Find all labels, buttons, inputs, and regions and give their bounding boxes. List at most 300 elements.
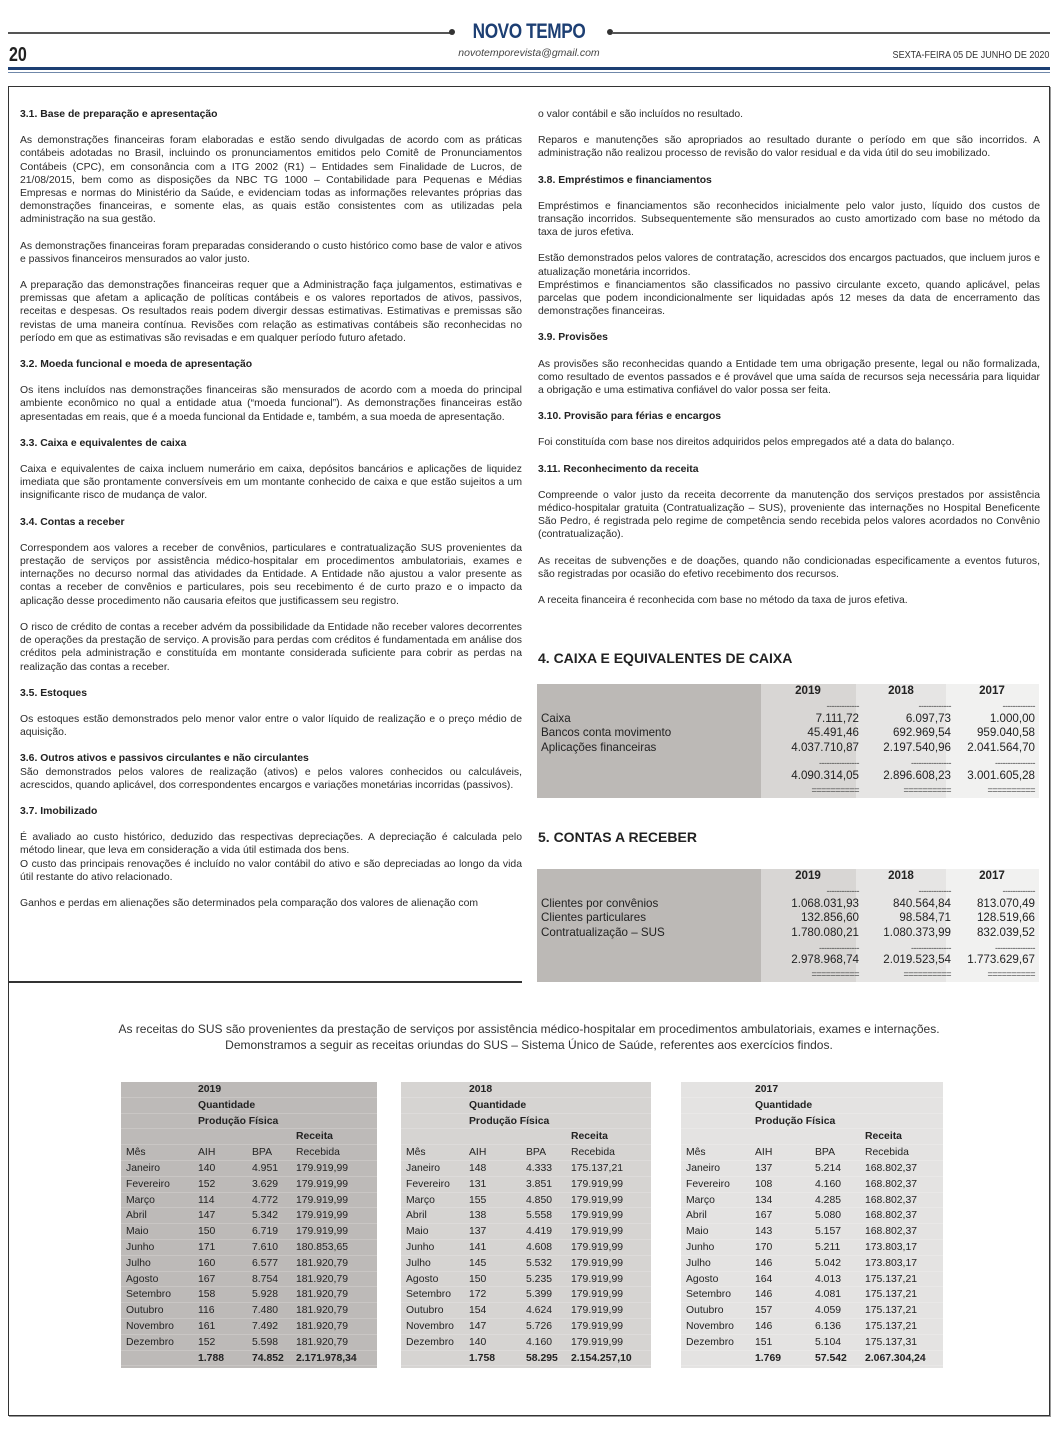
cell-value: 152	[198, 1178, 216, 1190]
total-value: 3.001.605,28	[967, 769, 1035, 782]
cell-value: 175.137,31	[865, 1336, 918, 1348]
total-row	[681, 1351, 943, 1367]
total-value: 2.896.608,23	[883, 769, 951, 782]
cell-value: 4.608	[526, 1242, 553, 1253]
cell-value: 179.919,99	[571, 1226, 624, 1238]
month-name: Dezembro	[126, 1336, 174, 1348]
cell-value: 179.919,99	[571, 1242, 624, 1253]
cell-value: 137	[469, 1226, 487, 1238]
table-row	[121, 1303, 377, 1319]
paragraph: Caixa e equivalentes de caixa incluem numerário em caixa, depósitos bancários e aplicações de liquidez imediata que são prontamente conversíveis em um montante conhecido de caixa e que estão sujeitos a um insignificante risco de mudança de valor.	[20, 464, 522, 502]
month-name: Junho	[406, 1242, 435, 1253]
header-producao-row	[681, 1114, 943, 1130]
column-header-row	[121, 1145, 377, 1161]
mes-header: Mês	[126, 1147, 146, 1159]
cell-value: 151	[755, 1336, 773, 1348]
total-value: 1.788	[198, 1352, 225, 1364]
cell-value: 4.850	[526, 1194, 553, 1206]
recebida-header: Recebida	[296, 1147, 340, 1159]
cell-value: 5.042	[815, 1257, 842, 1269]
month-name: Agosto	[406, 1273, 439, 1285]
table-row	[401, 1193, 651, 1209]
table-row	[401, 1287, 651, 1303]
table-row	[121, 1287, 377, 1303]
cell-value: 179.919,99	[296, 1163, 349, 1174]
cell-value: 4.624	[526, 1305, 553, 1317]
table-row	[401, 1335, 651, 1351]
dash-separator: -------------	[918, 701, 951, 711]
aih-header: AIH	[755, 1147, 773, 1159]
cell-value: 179.919,99	[571, 1273, 624, 1285]
equals-row	[537, 967, 1039, 981]
month-name: Abril	[406, 1210, 427, 1222]
cell-value: 175.137,21	[865, 1289, 918, 1301]
cell-value: 5.235	[526, 1273, 553, 1285]
cell-value: 7.492	[252, 1321, 279, 1332]
cell-value: 5.399	[526, 1289, 553, 1301]
month-name: Junho	[686, 1242, 715, 1253]
cell-value: 5.726	[526, 1321, 553, 1332]
cell-value: 181.920,79	[296, 1289, 349, 1301]
cell-value: 181.920,79	[296, 1273, 349, 1285]
cell-value: 832.039,52	[976, 925, 1035, 939]
section-heading: 3.3. Caixa e equivalentes de caixa	[20, 437, 187, 449]
cell-value: 175.137,21	[865, 1273, 918, 1285]
cell-value: 181.920,79	[296, 1305, 349, 1317]
table-row	[537, 926, 1039, 940]
cell-value: 4.772	[252, 1194, 279, 1206]
header-producao-row	[401, 1114, 651, 1130]
table-row	[681, 1161, 943, 1177]
month-name: Maio	[686, 1226, 709, 1238]
cell-value: 146	[755, 1289, 773, 1301]
row-label: Contratualização – SUS	[541, 925, 665, 939]
cell-value: 5.558	[526, 1210, 553, 1222]
total-row	[401, 1351, 651, 1367]
cell-value: 3.851	[526, 1178, 553, 1190]
month-name: Agosto	[686, 1273, 719, 1285]
cell-value: 181.920,79	[296, 1257, 349, 1269]
paragraph: São demonstrados pelos valores de realização (ativos) e pelos valores conhecidos ou calculáveis, acrescidos, quando aplicável, dos correspondentes encargos e variações monetárias incorridas (passivos).	[20, 766, 522, 791]
cell-value: 181.920,79	[296, 1321, 349, 1332]
cell-value: 180.853,65	[296, 1242, 349, 1253]
cell-value: 132.856,60	[800, 911, 859, 925]
cell-value: 167	[198, 1273, 216, 1285]
cell-value: 128.519,66	[976, 911, 1035, 925]
header-quantidade-row	[401, 1098, 651, 1114]
month-name: Janeiro	[126, 1163, 161, 1174]
cell-value: 7.480	[252, 1305, 279, 1317]
cell-value: 179.919,99	[571, 1178, 624, 1190]
table-row	[121, 1208, 377, 1224]
month-name: Maio	[126, 1226, 149, 1238]
cell-value: 4.419	[526, 1226, 553, 1238]
double-underline: ==========	[811, 969, 859, 979]
cell-value: 959.040,58	[976, 726, 1035, 740]
masthead-bar-thin	[8, 72, 1050, 73]
cell-value: 170	[755, 1242, 773, 1253]
header-receita-row	[401, 1129, 651, 1145]
cell-value: 6.097,73	[905, 712, 951, 725]
header-quantidade-row	[681, 1098, 943, 1114]
quantidade-label: Quantidade	[469, 1099, 527, 1111]
table-row	[537, 712, 1039, 726]
table-row	[681, 1208, 943, 1224]
issue-date: SEXTA-FEIRA 05 DE JUNHO DE 2020	[892, 49, 1049, 61]
producao-label: Produção Física	[755, 1115, 836, 1127]
quantidade-label: Quantidade	[198, 1099, 256, 1111]
cell-value: 161	[198, 1321, 216, 1332]
paragraph: o valor contábil e são incluídos no resultado.	[538, 109, 744, 120]
cell-value: 179.919,99	[571, 1257, 624, 1269]
month-name: Julho	[126, 1257, 151, 1269]
section-heading: 3.2. Moeda funcional e moeda de apresentação	[20, 359, 253, 371]
section-heading: 3.8. Empréstimos e financiamentos	[538, 174, 712, 186]
frame-divider	[8, 981, 522, 983]
total-value: 4.090.314,05	[791, 769, 859, 782]
sus-table-2019	[121, 1082, 377, 1368]
cell-value: 5.211	[815, 1242, 841, 1253]
month-name: Junho	[126, 1242, 155, 1253]
year-header: 2018	[888, 684, 914, 697]
cell-value: 168.802,37	[865, 1163, 918, 1174]
table-row	[401, 1272, 651, 1288]
paragraph: Reparos e manutenções são apropriados ao resultado durante o período em que são incorridos. A administração não realizou processo de revisão do valor residual e da vida útil do seu imobilizado.	[538, 135, 1040, 160]
paragraph: As demonstrações financeiras foram elaboradas e estão sendo divulgadas de acordo com as práticas contábeis adotadas no Brasil, incluindo os pronunciamentos emitidos pelo Comitê de Pronunciamentos Contábeis (CPC), em consonância com a ITG 2002 (R1) – Entidades sem Finalidade de Lucros, de 21/08/2015, bem como as disposições da NBC TG 1000 – Contabilidade para Pequenas e Médias Empresas e normas do Ministério da Saúde, e evidenciam todas as informações relevantes próprias das demonstrações financeiras, e somente elas, as quais estão consistentes com as utilizadas pela administração na sua gestão.	[20, 135, 522, 226]
paragraph: Compreende o valor justo da receita decorrente da manutenção dos serviços prestados por assistência médico-hospitalar gratuita (Contratualização – SUS), proveniente das internações no Hospital Beneficente São Pedro, é registrada pelo regime de competência sendo recebida pelos valores acordados no Convênio (contratualização).	[538, 489, 1040, 541]
recebida-header: Recebida	[865, 1147, 909, 1159]
table-row	[401, 1224, 651, 1240]
total-value: 1.758	[469, 1352, 496, 1364]
cell-value: 131	[469, 1178, 487, 1190]
caixa-title: 4. CAIXA E EQUIVALENTES DE CAIXA	[538, 650, 793, 666]
total-value: 2.019.523,54	[883, 953, 951, 966]
double-underline: ==========	[903, 969, 951, 979]
dash-separator: ----------------	[911, 758, 951, 768]
cell-value: 108	[755, 1178, 773, 1190]
dash-separator: -------------	[1002, 886, 1035, 896]
cell-value: 179.919,99	[296, 1178, 349, 1190]
sus-table-2018	[401, 1082, 651, 1368]
cell-value: 171	[198, 1242, 216, 1253]
table-row	[401, 1240, 651, 1256]
month-name: Abril	[126, 1210, 147, 1222]
cell-value: 3.629	[252, 1178, 279, 1190]
cell-value: 150	[469, 1273, 487, 1285]
month-name: Fevereiro	[686, 1178, 730, 1190]
total-value: 1.773.629,67	[967, 953, 1035, 966]
dash-separator: -------------	[826, 701, 859, 711]
cell-value: 4.160	[526, 1336, 553, 1348]
table-row	[121, 1177, 377, 1193]
dash-separator: ----------------	[995, 758, 1035, 768]
paragraph: Foi constituída com base nos direitos adquiridos pelos empregados até a data do balanço.	[538, 437, 955, 449]
month-name: Setembro	[126, 1289, 172, 1301]
total-row	[537, 953, 1039, 967]
cell-value: 5.157	[815, 1226, 842, 1238]
cell-value: 168.802,37	[865, 1194, 918, 1206]
recebida-header: Recebida	[571, 1147, 615, 1159]
cell-value: 98.584,71	[899, 911, 951, 925]
cell-value: 175.137,21	[571, 1163, 624, 1174]
double-underline: ==========	[903, 785, 951, 795]
table-row	[401, 1256, 651, 1272]
quantidade-label: Quantidade	[755, 1099, 813, 1111]
section-heading: 3.9. Provisões	[538, 332, 608, 344]
cell-value: 181.920,79	[296, 1336, 349, 1348]
contas-title: 5. CONTAS A RECEBER	[538, 829, 697, 845]
table-row	[537, 897, 1039, 911]
dash-separator: ----------------	[819, 943, 859, 953]
table-row	[121, 1193, 377, 1209]
cell-value: 5.532	[526, 1257, 553, 1269]
month-name: Setembro	[406, 1289, 452, 1301]
double-underline: ==========	[987, 785, 1035, 795]
header-year-row	[121, 1082, 377, 1098]
equals-row	[537, 783, 1039, 797]
table-row	[681, 1193, 943, 1209]
cell-value: 4.951	[252, 1163, 279, 1174]
double-underline: ==========	[811, 785, 859, 795]
month-name: Abril	[686, 1210, 707, 1222]
cell-value: 168.802,37	[865, 1178, 918, 1190]
cell-value: 146	[755, 1257, 773, 1269]
cell-value: 179.919,99	[571, 1336, 624, 1348]
month-name: Novembro	[406, 1321, 454, 1332]
cell-value: 4.013	[815, 1273, 842, 1285]
cell-value: 6.719	[252, 1226, 279, 1238]
cell-value: 116	[198, 1305, 215, 1317]
table-row	[681, 1224, 943, 1240]
row-label: Caixa	[541, 712, 571, 725]
section-heading: 3.5. Estoques	[20, 687, 87, 699]
table-row	[681, 1177, 943, 1193]
cell-value: 175.137,21	[865, 1305, 918, 1317]
cell-value: 143	[755, 1226, 773, 1238]
table-row	[681, 1240, 943, 1256]
cell-value: 172	[469, 1289, 487, 1301]
cell-value: 1.780.080,21	[791, 925, 859, 939]
cell-value: 1.068.031,93	[791, 897, 859, 910]
caixa-table	[537, 684, 1039, 798]
year-header-row	[537, 869, 1039, 883]
sus-table-2017	[681, 1082, 943, 1368]
cell-value: 164	[755, 1273, 773, 1285]
section-heading: 3.1. Base de preparação e apresentação	[20, 109, 218, 120]
cell-value: 692.969,54	[892, 726, 951, 740]
receita-label: Receita	[571, 1131, 608, 1143]
mes-header: Mês	[686, 1147, 706, 1159]
month-name: Dezembro	[686, 1336, 734, 1348]
table-row	[681, 1303, 943, 1319]
cell-value: 4.285	[815, 1194, 842, 1206]
table-row	[401, 1177, 651, 1193]
table-row	[401, 1319, 651, 1335]
aih-header: AIH	[198, 1147, 216, 1159]
cell-value: 158	[198, 1289, 216, 1301]
cell-value: 5.214	[815, 1163, 842, 1174]
cell-value: 2.041.564,70	[967, 740, 1035, 754]
cell-value: 173.803,17	[865, 1257, 918, 1269]
cell-value: 148	[469, 1163, 487, 1174]
cell-value: 1.000,00	[989, 712, 1035, 725]
cell-value: 147	[198, 1210, 216, 1222]
cell-value: 168.802,37	[865, 1210, 918, 1222]
table-row	[121, 1272, 377, 1288]
table-row	[681, 1272, 943, 1288]
paragraph: Empréstimos e financiamentos são reconhecidos inicialmente pelo valor justo, líquido dos custos de transação incorridos. Subsequentemente são mensurados ao custo amortizado com base no método da taxa de juros efetiva.	[538, 200, 1040, 239]
cell-value: 4.160	[815, 1178, 842, 1190]
month-name: Dezembro	[406, 1336, 454, 1348]
year-label: 2018	[469, 1084, 493, 1095]
paragraph: O custo das principais renovações é incluído no valor contábil do ativo e são depreciadas ao longo da vida útil restante do ativo relacionado.	[20, 858, 522, 883]
cell-value: 5.342	[252, 1210, 279, 1222]
cell-value: 6.577	[252, 1257, 279, 1269]
separator-row	[537, 884, 1039, 898]
section-heading: 3.7. Imobilizado	[20, 805, 98, 817]
sus-intro-line: Demonstramos a seguir as receitas oriundas do SUS – Sistema Único de Saúde, referentes aos exercícios findos.	[225, 1038, 833, 1052]
cell-value: 45.491,46	[807, 726, 859, 740]
cell-value: 5.080	[815, 1210, 842, 1222]
year-label: 2017	[755, 1084, 779, 1095]
total-row	[121, 1351, 377, 1367]
month-name: Novembro	[686, 1321, 734, 1332]
cell-value: 179.919,99	[571, 1194, 624, 1206]
cell-value: 175.137,21	[865, 1321, 918, 1332]
cell-value: 157	[755, 1305, 773, 1317]
paragraph: O risco de crédito de contas a receber advém da possibilidade da Entidade não receber valores decorrentes de operações da prestação de serviço. A provisão para perdas com créditos é fundamentada em análise dos créditos pela administração e constituída em montante considerada suficiente para cobrir as perdas na realização das contas a receber.	[20, 621, 522, 673]
cell-value: 147	[469, 1321, 487, 1332]
table-row	[537, 911, 1039, 925]
year-header: 2019	[795, 869, 821, 882]
year-header: 2017	[979, 684, 1005, 697]
cell-value: 813.070,49	[976, 897, 1035, 910]
bpa-header: BPA	[252, 1147, 273, 1159]
cell-value: 6.136	[815, 1321, 842, 1332]
month-name: Outubro	[406, 1305, 444, 1317]
cell-value: 179.919,99	[571, 1305, 624, 1317]
table-row	[401, 1303, 651, 1319]
dash-separator: ----------------	[911, 943, 951, 953]
table-row	[681, 1256, 943, 1272]
column-header-row	[401, 1145, 651, 1161]
cell-value: 134	[755, 1194, 773, 1206]
masthead-rule-right	[612, 32, 1050, 34]
paragraph: As demonstrações financeiras foram preparadas considerando o custo histórico como base de valor e ativos e passivos financeiros mensurados ao valor justo.	[20, 240, 522, 265]
table-row	[401, 1208, 651, 1224]
paragraph: As receitas de subvenções e de doações, quando não condicionadas especificamente a eventos futuros, são registradas por ocasião do efetivo recebimento dos recursos.	[538, 555, 1040, 580]
row-label: Clientes particulares	[541, 911, 647, 925]
month-name: Março	[406, 1194, 435, 1206]
month-name: Março	[126, 1194, 155, 1206]
cell-value: 179.919,99	[296, 1226, 349, 1238]
contas-table	[537, 869, 1039, 982]
dash-separator: ----------------	[819, 758, 859, 768]
paragraph: As provisões são reconhecidas quando a Entidade tem uma obrigação presente, legal ou não formalizada, como resultado de eventos passados e é provável que uma saída de recursos seja necessária para liquidar a obrigação e uma estimativa confiável do valor possa ser feita.	[538, 358, 1040, 397]
paragraph: Correspondem aos valores a receber de convênios, particulares e contratualização SUS provenientes da prestação de serviços por assistência médico-hospitalar em procedimentos ambulatoriais, exames e internações no decurso normal das atividades da Entidade. A Entidade não ajustou a valor presente as contas a receber de convênios e particulares, pois seu recebimento é de curto prazo e o impacto da aplicação desse procedimento não causaria efeitos que justificassem seu registro.	[20, 542, 522, 607]
cell-value: 8.754	[252, 1273, 279, 1285]
sus-intro	[20, 1021, 1038, 1053]
table-row	[121, 1240, 377, 1256]
month-name: Outubro	[686, 1305, 724, 1317]
cell-value: 179.919,99	[296, 1210, 349, 1222]
total-row	[537, 769, 1039, 783]
cell-value: 137	[755, 1163, 773, 1174]
year-header: 2019	[795, 684, 821, 697]
cell-value: 152	[198, 1336, 216, 1348]
paragraph: A preparação das demonstrações financeiras requer que a Administração faça julgamentos, estimativas e premissas que afetam a aplicação de políticas contábeis e os valores reportados de ativos, passivos, receitas e despesas. Os resultados reais podem divergir dessas estimativas. Estimativas e premissas são revistas de uma maneira contínua. Revisões com relação as estimativas contábeis são reconhecidas no período em que as estimativas são revisadas e em qualquer período futuro afetado.	[20, 280, 522, 344]
year-header-row	[537, 684, 1039, 698]
double-underline: ==========	[987, 969, 1035, 979]
total-value: 1.769	[755, 1352, 782, 1364]
producao-label: Produção Física	[198, 1115, 279, 1127]
cell-value: 146	[755, 1321, 773, 1332]
header-receita-row	[121, 1129, 377, 1145]
cell-value: 154	[469, 1305, 487, 1317]
contact-email: novotemporevista@gmail.com	[458, 47, 600, 59]
cell-value: 4.333	[526, 1163, 553, 1174]
month-name: Março	[686, 1194, 715, 1206]
year-header: 2017	[979, 869, 1005, 882]
dash-separator: ----------------	[995, 943, 1035, 953]
cell-value: 7.111,72	[815, 712, 859, 725]
total-value: 2.154.257,10	[571, 1352, 632, 1364]
cell-value: 4.081	[815, 1289, 842, 1301]
mes-header: Mês	[406, 1147, 426, 1159]
total-value: 57.542	[815, 1352, 847, 1364]
cell-value: 7.610	[252, 1242, 279, 1253]
producao-label: Produção Física	[469, 1115, 550, 1127]
left-column	[20, 108, 522, 923]
table-row	[121, 1319, 377, 1335]
table-row	[681, 1287, 943, 1303]
cell-value: 5.928	[252, 1289, 279, 1301]
month-name: Fevereiro	[126, 1178, 170, 1190]
section-heading: 3.4. Contas a receber	[20, 516, 125, 528]
section-heading: 3.6. Outros ativos e passivos circulantes e não circulantes	[20, 753, 309, 765]
total-value: 2.067.304,24	[865, 1352, 926, 1364]
masthead-bar	[8, 67, 1050, 70]
cell-value: 140	[469, 1336, 487, 1348]
table-row	[537, 741, 1039, 755]
dash-separator: -------------	[826, 886, 859, 896]
dash-separator: -------------	[1002, 701, 1035, 711]
cell-value: 167	[755, 1210, 773, 1222]
cell-value: 4.059	[815, 1305, 842, 1317]
cell-value: 173.803,17	[865, 1242, 918, 1253]
right-column	[538, 108, 1040, 620]
total-value: 58.295	[526, 1352, 558, 1364]
table-row	[121, 1335, 377, 1351]
column-header-row	[681, 1145, 943, 1161]
bpa-header: BPA	[526, 1147, 547, 1159]
cell-value: 5.598	[252, 1336, 279, 1348]
cell-value: 114	[198, 1194, 215, 1206]
table-row	[121, 1256, 377, 1272]
total-value: 74.852	[252, 1352, 284, 1364]
dash-separator: -------------	[918, 886, 951, 896]
year-label: 2019	[198, 1084, 222, 1095]
cell-value: 141	[469, 1242, 487, 1253]
cell-value: 179.919,99	[571, 1321, 624, 1332]
month-name: Novembro	[126, 1321, 174, 1332]
cell-value: 179.919,99	[571, 1289, 624, 1301]
aih-header: AIH	[469, 1147, 487, 1159]
paragraph: Estão demonstrados pelos valores de contratação, acrescidos dos encargos pactuados, que incluem juros e atualização monetária incorridos.	[538, 253, 1040, 278]
month-name: Julho	[406, 1257, 431, 1269]
paragraph: Ganhos e perdas em alienações são determinados pela comparação dos valores de alienação com	[20, 897, 479, 909]
header-year-row	[681, 1082, 943, 1098]
